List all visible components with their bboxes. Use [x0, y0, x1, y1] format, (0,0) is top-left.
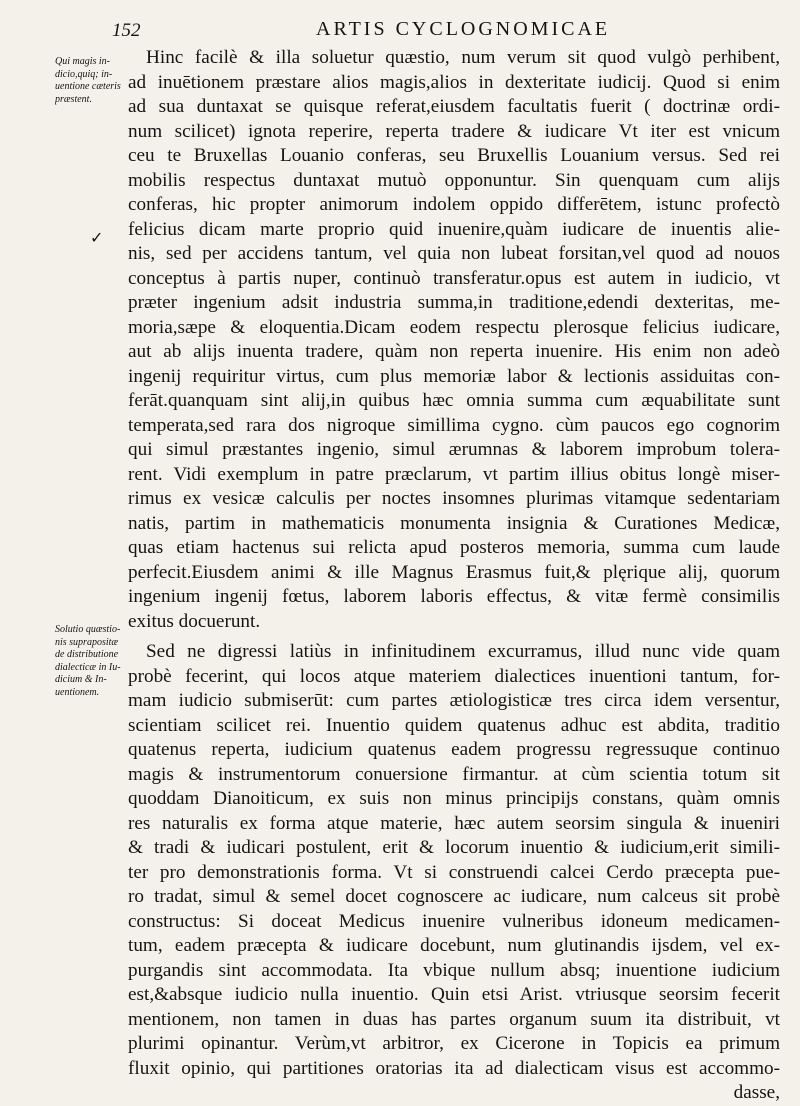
text-line: ferāt.quanquam sint alij,in quibus hæc omnia summa cum æquabilitate sunt [128, 390, 780, 411]
text-line: res naturalis ex forma atque materie, hæc autem seorsim singula & inueniri [128, 812, 780, 834]
text-line: ro tradat, simul & semel docet cognoscere ac iudicare, num calceus sit probè [128, 886, 780, 907]
margin-note-line: dialecticæ in Iu- [55, 661, 121, 673]
text-line: qui simul præstantes ingenio, simul ærumnas & laborem improbum tolera- [128, 439, 780, 460]
margin-note-line: uentione cæteris [55, 81, 121, 92]
text-line: felicius dicam marte proprio quid inuenire,quàm iudicare de inuentis alie- [128, 218, 780, 240]
margin-note-2 [55, 624, 127, 699]
page-header [0, 8, 800, 44]
margin-note-line: de distributione [55, 649, 119, 660]
margin-note-1 [55, 56, 127, 106]
main-text [128, 46, 780, 1106]
text-line: quatenus reperta, iudicium quatenus eadem progressu regressuque continuo [128, 739, 780, 760]
text-line: conferas, hic propter animorum indolem oppido differētem, istunc profectò [128, 194, 780, 215]
margin-note-line: præstent. [55, 93, 92, 105]
margin-note-line: uentionem. [55, 686, 100, 698]
text-line: præter ingenium adsit industria summa,in traditione,edendi dexteritas, me- [128, 292, 780, 313]
text-line: mobilis respectus duntaxat mutuò opponuntur. Sin quenquam cum alijs [128, 169, 780, 191]
text-line: constructus: Si doceat Medicus inuenire vulneribus idoneum medicamen- [128, 910, 780, 932]
margin-note-line: dicio,quiq; in- [55, 68, 113, 80]
text-line: magis & instrumentorum conuersione firmantur. at cùm scientia totum sit [128, 763, 780, 785]
check-mark-icon: ✓ [90, 230, 104, 247]
catchword: dasse, [733, 1082, 780, 1103]
paragraph-2 [128, 640, 780, 1106]
text-line: & tradi & iudicari postulent, erit & locorum inuentio & iudicium,erit simili- [128, 837, 780, 858]
text-line: scientiam scilicet rei. Inuentio quidem quatenus adhuc est abdita, traditio [128, 714, 780, 736]
text-line: ad sua duntaxat se quisque referat,eiusdem facultatis fuerit ( doctrinæ ordi- [128, 96, 780, 117]
text-line: natis, partim in mathematicis monumenta insignia & Curationes Medicæ, [128, 512, 780, 534]
paragraph-1 [128, 46, 780, 634]
text-line: Sed ne digressi latiùs in infinitudinem excurramus, illud nunc vide quam [146, 641, 780, 662]
text-line: ter pro demonstrationis forma. Vt si construendi calcei Cerdo præcepta pue- [128, 861, 780, 883]
text-line: temperata,sed rara dos nigroque simillima cygno. cùm paucos ego cognorim [128, 414, 780, 436]
text-line: nis, sed per accidens tantum, vel quia non lubeat forsitan,vel quod ad nouos [128, 243, 780, 264]
text-line: ceu te Bruxellas Louanio conferas, seu Bruxellis Louanium versus. Sed rei [128, 145, 780, 166]
text-line: fluxit opinio, qui partitiones oratorias ita ad dialecticam visus est accommo- [128, 1057, 780, 1079]
margin-note-line: nis suprapositæ [55, 636, 119, 648]
text-line: ingenij requiritur virtus, cum plus memoriæ labor & lectionis assiduitas con- [128, 365, 780, 387]
text-line: mentionem, non tamen in duas has partes organum suum ita distribuit, vt [128, 1008, 780, 1030]
text-line: ingenium ingenij fœtus, laborem laboris effectus, & vitæ fermè consimilis [128, 586, 780, 607]
text-line: moria,sæpe & eloquentia.Dicam eodem respectu plerosque felicius iudicare, [128, 316, 780, 338]
text-line: quas etiam hactenus sui relicta apud posteros memoria, summa cum laude [128, 537, 780, 558]
page-number: 152 [112, 20, 141, 41]
text-line: est,&absque iudicio nulla inuentio. Quin etsi Arist. vtriusque seorsim fecerit [128, 984, 780, 1005]
text-line: ad inuētionem præstare alios magis,alios in dexteritate iudicij. Quod si enim [128, 71, 780, 93]
margin-note-line: Qui magis in- [55, 56, 110, 67]
text-line: plurimi opinantur. Verùm,vt arbitror, ex Cicerone in Topicis ea primum [128, 1033, 780, 1054]
text-line: rimus ex vesicæ calculis per noctes insomnes plurimas vitamque sedentariam [128, 488, 780, 509]
text-line: probè fecerint, qui locos atque materiem dialectices inuentioni tantum, for- [128, 665, 780, 687]
text-line: Hinc facilè & illa soluetur quæstio, num verum sit quod vulgò perhibent, [146, 47, 780, 68]
text-line: purgandis sint accommodata. Ita vbique nullum absq; inuentione iudicium [128, 959, 780, 981]
text-line: rent. Vidi exemplum in patre præclarum, vt partim illius obitus longè miser- [128, 463, 780, 485]
text-line: perfecit.Eiusdem animi & ille Magnus Erasmus fuit,& plęrique alij, quorum [128, 561, 780, 583]
text-line: aut ab alijs inuenta tradere, quàm non reperta inuenire. His enim non adeò [128, 341, 780, 362]
text-line: tum, eadem præcepta & iudicare docebunt, num glutinandis ijsdem, vel ex- [128, 935, 780, 956]
text-line: quoddam Dianoiticum, ex suis non minus principijs constans, quàm omnis [128, 788, 780, 809]
margin-note-line: dicium & In- [55, 674, 107, 685]
text-line: conceptus à partis nuper, continuò transferatur.opus est autem in iudicio, vt [128, 267, 780, 289]
running-title: ARTIS CYCLOGNOMICAE [316, 18, 611, 40]
text-line: num scilicet) ignota reperire, reperta tradere & iudicare Vt iter est vnicum [128, 120, 780, 142]
text-line: mam iudicio submiserūt: cum partes ætiologisticæ tres circa idem versentur, [128, 690, 780, 711]
text-line: exitus docuerunt. [128, 610, 261, 632]
margin-note-line: Solutio quæstio- [55, 624, 121, 635]
